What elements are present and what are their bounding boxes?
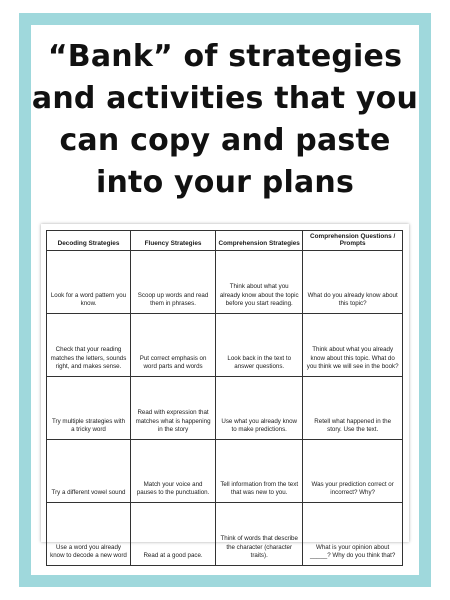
table-cell: Use what you already know to make predictions. — [216, 377, 303, 440]
table-cell: Look back in the text to answer questions. — [216, 314, 303, 377]
table-cell: Scoop up words and read them in phrases. — [131, 251, 216, 314]
table-cell: Think about what you already know about the topic before you start reading. — [216, 251, 303, 314]
table-cell: Read at a good pace. — [131, 503, 216, 566]
table-cell: What is your opinion about _____? Why do you think that? — [303, 503, 403, 566]
headline-line-1: “Bank” of strategies — [47, 39, 403, 74]
strategy-bank-sheet — [41, 224, 409, 560]
table-cell: Use a word you already know to decode a new word — [47, 503, 131, 566]
table-row — [47, 314, 403, 377]
table-cell: Think of words that describe the character (character traits). — [216, 503, 303, 566]
table-cell: Was your prediction correct or incorrect? Why? — [303, 440, 403, 503]
table-cell: Look for a word pattern you know. — [47, 251, 131, 314]
headline-line-3: can copy and paste — [59, 123, 391, 158]
headline — [0, 36, 450, 204]
table-cell: Put correct emphasis on word parts and words — [131, 314, 216, 377]
table-cell: Match your voice and pauses to the punctuation. — [131, 440, 216, 503]
table-cell: Try multiple strategies with a tricky word — [47, 377, 131, 440]
table-row — [47, 503, 403, 566]
header-comprehension: Comprehension Strategies — [216, 231, 303, 251]
header-decoding: Decoding Strategies — [47, 231, 131, 251]
table-cell: What do you already know about this topic? — [303, 251, 403, 314]
table-row — [47, 440, 403, 503]
table-cell: Tell information from the text that was new to you. — [216, 440, 303, 503]
table-row — [47, 251, 403, 314]
table-cell: Try a different vowel sound — [47, 440, 131, 503]
table-cell: Check that your reading matches the letters, sounds right, and makes sense. — [47, 314, 131, 377]
header-fluency: Fluency Strategies — [131, 231, 216, 251]
table-row — [47, 377, 403, 440]
table-cell: Retell what happened in the story. Use the text. — [303, 377, 403, 440]
header-comprehension-questions: Comprehension Questions / Prompts — [303, 231, 403, 251]
strategy-bank-table — [46, 230, 403, 566]
headline-line-2: and activities that you — [31, 81, 419, 116]
table-header-row — [47, 231, 403, 251]
headline-line-4: into your plans — [95, 165, 354, 200]
table-cell: Think about what you already know about this topic. What do you think we will see in the book? — [303, 314, 403, 377]
table-cell: Read with expression that matches what is happening in the story — [131, 377, 216, 440]
